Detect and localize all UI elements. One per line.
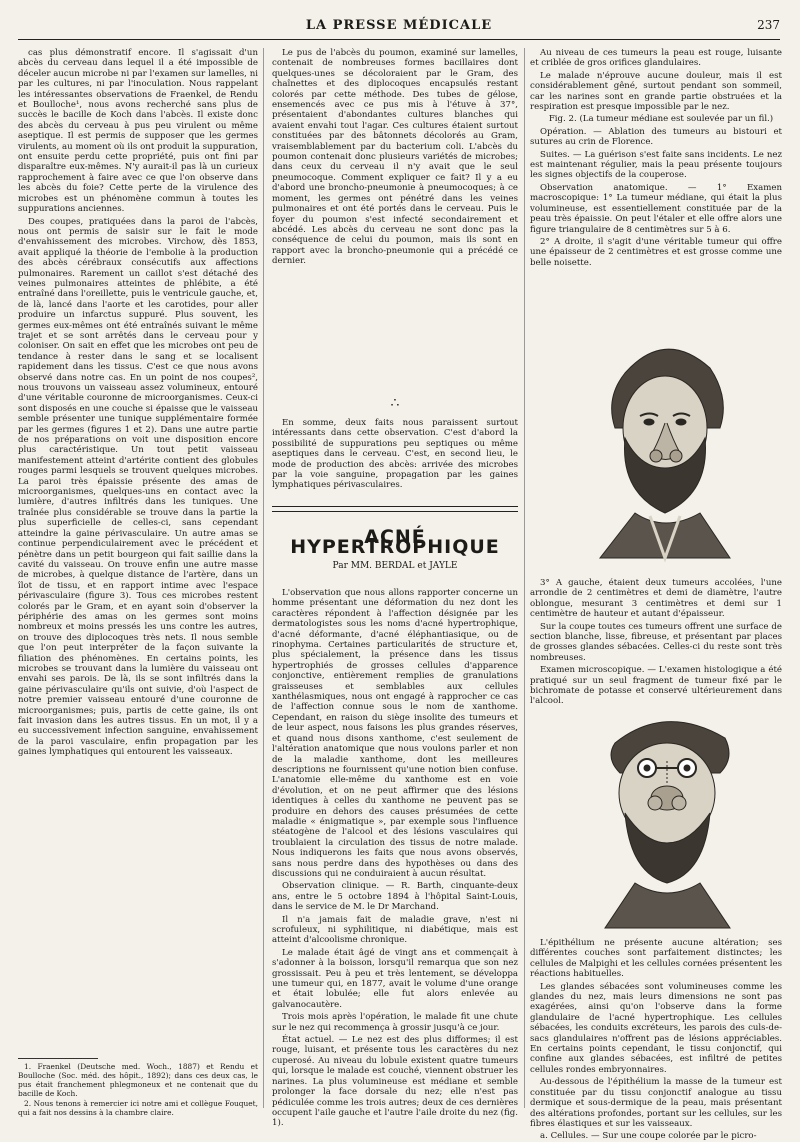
paragraph: Sur la coupe toutes ces tumeurs offrent une surface de section blanche, lisse, fibreuse, et présentant par places de grosses glandes sébacées. Celles-ci du reste sont très nombreuses. (530, 621, 782, 663)
article-divider (272, 506, 518, 512)
paragraph: Examen microscopique. — L'examen histologique a été pratiqué sur un seul fragment de tumeur fixé par le bichromate de potasse et conservé ultérieurement dans l'alcool. (530, 665, 782, 707)
article-title: ACNÉ HYPERTROPHIQUE (290, 526, 500, 559)
page-header (18, 18, 780, 40)
paragraph: En somme, deux faits nous paraissent surtout intéressants dans cette observation. C'est d'abord la possibilité de suppurations peu septiques ou même aseptiques dans le cerveau. C'est, en second lieu, le mode de production des abcès: arrivée des microbes par la voie sanguine, propagation par les gaines lymphatiques périvasculaires. (272, 418, 518, 491)
paragraph: Le malade était âgé de vingt ans et commençait à s'adonner à la boisson, lorsqu'il remarqua que son nez grossissait. Peu à peu et très lentement, se développa une tumeur qui, en 1877, avait le volume d'une orange et était lobulée; elle fut alors enlevée au galvanocautère. (272, 947, 518, 1010)
paragraph: Observation clinique. — R. Barth, cinquante-deux ans, entre le 5 octobre 1894 à l'hôpital Saint-Louis, dans le service de M. le Dr Marchand. (272, 881, 518, 913)
column-1 (18, 48, 258, 1117)
journal-title: LA PRESSE MÉDICALE (305, 18, 493, 33)
portrait-drawing (600, 349, 730, 558)
footnotes (18, 1058, 258, 1118)
column-3 (530, 48, 782, 1142)
figure-1-portrait (580, 318, 750, 558)
paragraph: 2° A droite, il s'agit d'une véritable tumeur qui offre une épaisseur de 2 centimètres et est grosse comme une belle noisette. (530, 236, 782, 268)
header-rule (18, 39, 780, 40)
column-3-top-text (530, 48, 782, 268)
paragraph: Au niveau de ces tumeurs la peau est rouge, luisante et criblée de gros orifices glandulaires. (530, 48, 782, 69)
column-2 (272, 48, 518, 1129)
footnote-rule (18, 1058, 98, 1059)
paragraph: L'observation que nous allons rapporter concerne un homme présentant une déformation du nez dont les caractères répondent à l'affection désignée par les dermatologistes sous les noms d'acné hypertrophique, d'acné déformante, d'acné éléphantiasique, ou de rinophyma. Certaines particularités de structure et, plus spécialement, la présence dans les tissus hypertrophiés de grosses cellules d'apparence conjonctive, entièrement remplies de granulations graisseuses et semblables aux cellules xanthélasmiques, nous ont engagé à rapprocher ce cas de l'affection connue sous le nom de xanthome. Cependant, en raison du siège insolite des tumeurs et de leur aspect, nous faisons les plus grandes réserves, et quand nous disons xanthome, c'est seulement de l'altération anatomique que nous voulons parler et non de la maladie xanthome, dont les meilleures descriptions ne fournissent qu'une notion bien confuse. L'anatomie elle-même du xanthome est en voie d'évolution, et on ne peut affirmer que des lésions identiques à celles du xanthome ne peuvent pas se produire en dehors des causes présumées de cette maladie « énigmatique », par exemple sous l'influence stéatogène de l'alcool et des lésions vasculaires qui troublaient la circulation des tissus de notre malade. Nous indiquerons les faits que nous avons observés, sans nous perdre dans des hypothèses ou dans des discussions qui ne conduiraient à aucun résultat. (272, 588, 518, 879)
paragraph: Le malade n'éprouve aucune douleur, mais il est considérablement gêné, surtout pendant son sommeil, car les narines sont en grande partie obstruées et la respiration est presque impossible par le nez. (530, 70, 782, 113)
paragraph: Suites. — La guérison s'est faite sans incidents. Le nez est maintenant régulier, mais la peau présente toujours les signes objectifs de la couperose. (530, 149, 782, 181)
paragraph: État actuel. — Le nez est des plus difformes; il est rouge, luisant, et présente tous les caractères du nez cuperosé. Au niveau du lobule existent quatre tumeurs qui, lorsque le malade est couché, viennent obstruer les narines. La plus volumineuse est médiane et semble prolonger la face dorsale du nez; elle n'est pas pédiculée comme les trois autres; deux de ces dernières occupent l'aile gauche et l'autre l'aile droite du nez (fig. 1). (272, 1035, 518, 1129)
paragraph: Les glandes sébacées sont volumineuses comme les glandes du nez, mais leurs dimensions ne sont pas exagérées, ainsi qu'on l'observe dans la forme glandulaire de l'acné hypertrophique. Les cellules sébacées, les conduits excréteurs, les parois des culs-de-sacs glandulaires n'offrent pas de lésions appréciables. En certains points cependant, le tissu conjonctif, qui confine aux glandes sébacées, est infiltré de petites cellules rondes embryonnaires. (530, 981, 782, 1075)
figure-caption: Fig. 2. (La tumeur médiane est soulevée par un fil.) (548, 114, 774, 125)
page-number: 237 (757, 18, 780, 32)
figure-2-portrait (585, 703, 750, 928)
paragraph: L'épithélium ne présente aucune altération; ses différentes couches sont parfaitement distinctes; les cellules de Malpighi et les cellules cornées présentent les réactions habituelles. (530, 938, 782, 980)
paragraph: Le pus de l'abcès du poumon, examiné sur lamelles, contenait de nombreuses formes bacillaires dont quelques-unes se décoloraient par le Gram, des chaînettes et des diplocoques encapsulés restant colorés par cette méthode. Des tubes de gélose, ensemencés avec ce pus mis à l'étuve à 37°, présentaient d'abondantes cultures blanches qui avaient envahi tout l'agar. Ces cultures étaient surtout constituées par des bâtonnets décolorés au Gram, vraisemblablement par du bacterium coli. L'abcès du poumon contenait donc plusieurs variétés de microbes; dans ceux du cerveau il n'y avait que le seul pneumocoque. Comment expliquer ce fait? Il y a eu d'abord une broncho-pneumonie à pneumocoques; à ce moment, les germes ont pénétré dans les veines pulmonaires et ont été portés dans le cerveau. Puis le foyer du poumon s'est infecté secondairement et abcédé. Les abcès du cerveau ne sont donc pas la conséquence de celui du poumon, mais ils sont en rapport avec la broncho-pneumonie qui a précédé ce dernier. (272, 48, 518, 267)
column-3-mid-text (530, 578, 782, 707)
paragraph: a. Cellules. — Sur une coupe colorée par le picro- (540, 1131, 757, 1142)
column-3-bottom-text (530, 938, 782, 1142)
paragraph: Observation anatomique. — 1° Examen macroscopique: 1° La tumeur médiane, qui était la plus volumineuse, est essentiellement constituée par de la peau très épaissie. On peut l'étaler et elle offre alors une figure triangulaire de 8 centimètres sur 5 à 6. (530, 182, 782, 235)
footnote: 2. Nous tenons à remercier ici notre ami et collègue Fouquet, qui a fait nos dessins à la chambre claire. (18, 1099, 258, 1117)
portrait-drawing (605, 722, 730, 928)
article-authors: Par MM. BERDAL et JAYLE (332, 561, 458, 571)
conclusion (272, 418, 518, 498)
column-divider (263, 48, 264, 1108)
footnote: 1. Fraenkel (Deutsche med. Woch., 1887) et Rendu et Boulloche (Soc. méd. des hôpit., 1892); dans ces deux cas, le pus était franchement phlegmoneux et ne contenait que du bacille de Koch. (18, 1062, 258, 1098)
paragraph: Au-dessous de l'épithélium la masse de la tumeur est constituée par du tissu conjonctif analogue au tissu dermique et sous-dermique de la peau, mais présentant des altérations profondes, portant sur les cellules, sur les fibres élastiques et sur les vaisseaux. (530, 1077, 782, 1129)
paragraph: Des coupes, pratiquées dans la paroi de l'abcès, nous ont permis de saisir sur le fait le mode d'envahissement des microbes. Virchow, dès 1853, avait appliqué la théorie de l'embolie à la production des abcès cérébraux consécutifs aux affections pulmonaires. Rarement un caillot s'est détaché des veines pulmonaires atteintes de phlébite, a été entraîné dans l'oreillette, puis le ventricule gauche, et, de là, lancé dans l'aorte et les carotides, pour aller produire un infarctus suppuré. Plus souvent, les germes eux-mêmes ont été entraînés suivant le même trajet et se sont arrêtés dans le cerveau pour y coloniser. On sait en effet que les microbes ont peu de tendance à rester dans le sang et se localisent rapidement dans les tissus. C'est ce que nous avons observé dans notre cas. En un point de nos coupes², nous trouvons un vaisseau assez volumineux, entouré d'une véritable couronne de microorganismes. Ceux-ci sont disposés en une couche si épaisse que le vaisseau semble présenter une tunique supplémentaire formée par les germes (figures 1 et 2). Dans une autre partie de nos préparations on voit une disposition encore plus caractéristique. Un tout petit vaisseau manifestement atteint d'artérite contient des globules rouges parmi lesquels se trouvent quelques microbes. La paroi très épaissie présente des amas de microorganismes, quelques-uns en contact avec la lumière, d'autres infiltrés dans les tuniques. Une traînée plus considérable se trouve dans la partie la plus superficielle de celles-ci, sans cependant atteindre la gaine périvasculaire. Un autre amas se continue perpendiculairement avec le précédent et pénètre dans un petit bourgeon qui fait saillie dans la cavité du vaisseau. On trouve enfin une autre masse de microbes, à quelque distance de l'artère, dans un îlot de tissu, et en rapport intime avec l'espace périvasculaire (figure 3). Tous ces microbes restent colorés par le Gram, et en ayant soin d'observer la périphérie des amas on les germes sont moins nombreux et moins pressés les uns contre les autres, on trouve des diplocoques très nets. Il nous semble que l'on peut interpréter de la façon suivante la filiation des phénomènes. En certains points, les microbes se trouvant dans la lumière du vaisseau ont envahi ses parois. De là, ils se sont infiltrés dans la gaine périvasculaire qu'ils ont suivie, d'où l'aspect de notre premier vaisseau entouré d'une couronne de microorganismes; puis, partis de cette gaine, ils ont fait invasion dans les autres tissus. En un mot, il y a eu successivement infection sanguine, envahissement de la paroi vasculaire, enfin propagation par les gaines lymphatiques qui entourent les vaisseaux. (18, 216, 258, 758)
previous-article-end (272, 48, 518, 388)
paragraph: cas plus démonstratif encore. Il s'agissait d'un abcès du cerveau dans lequel il a été impossible de déceler aucun microbe ni par l'examen sur lamelles, ni par les cultures, ni par l'inoculation. Nous rappelant les intéressantes observations de Fraenkel, de Rendu et Boulloche¹, nous avons recherché sans plus de succès le bacille de Koch dans l'abcès. Il existe donc des abcès du cerveau à pus peu virulent ou même aseptique. Il est permis de supposer que les germes virulents, au moment où ils ont produit la suppuration, ont ensuite perdu cette propriété, puis ont fini par disparaître eux-mêmes. N'y aurait-il pas là un curieux rapprochement à faire avec ce que l'on observe dans les abcès du foie? Cette perte de la virulence des microbes est un phénomène commun à toutes les suppurations anciennes. (18, 48, 258, 215)
paragraph: 3° A gauche, étaient deux tumeurs accolées, l'une arrondie de 2 centimètres et demi de diamètre, l'autre oblongue, mesurant 3 centimètres et demi sur 1 centimètre de hauteur et autant d'épaisseur. (530, 578, 782, 620)
paragraph: Trois mois après l'opération, le malade fit une chute sur le nez qui recommença à grossir jusqu'à ce jour. (272, 1012, 518, 1033)
paragraph: Il n'a jamais fait de maladie grave, n'est ni scrofuleux, ni syphilitique, ni diabétique, mais est atteint d'alcoolisme chronique. (272, 914, 518, 946)
article-body (272, 588, 518, 1129)
column-divider (524, 48, 525, 1108)
section-separator: ∴ (390, 395, 400, 411)
paragraph: Opération. — Ablation des tumeurs au bistouri et sutures au crin de Florence. (530, 126, 782, 148)
